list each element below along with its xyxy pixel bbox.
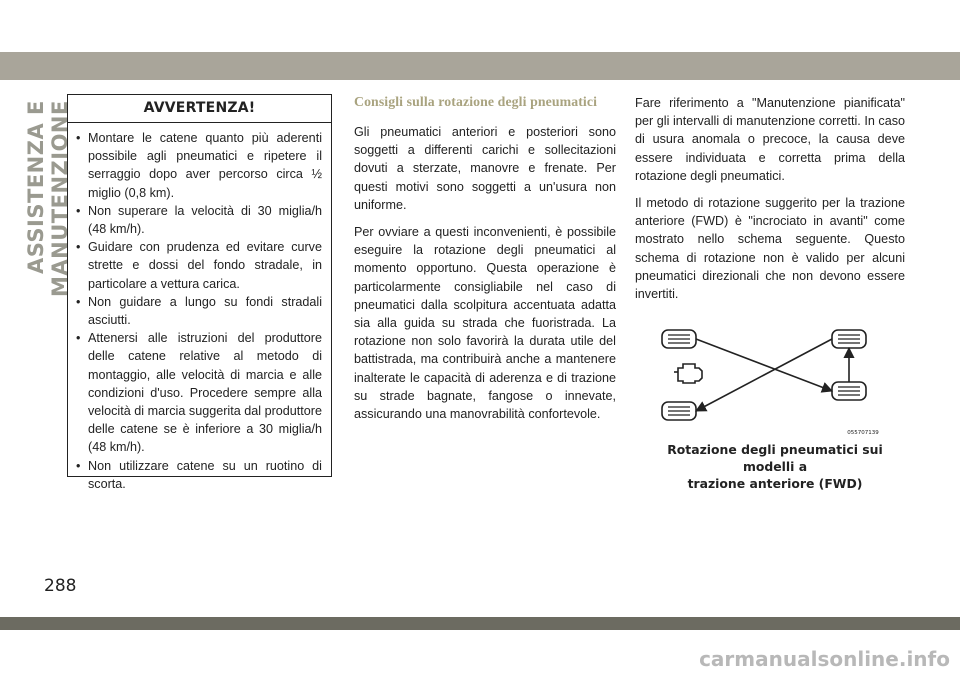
header-bar <box>0 52 960 80</box>
tire-front-right-icon <box>832 330 866 348</box>
rotation-arrow <box>696 339 832 411</box>
paragraph: Fare riferimento a "Manutenzione pianificata" per gli intervalli di manutenzione corretti. In caso di usura anomala o precoce, la causa deve essere individuata e corretta prima della rotazione degli pneumatici. <box>635 96 905 183</box>
caption-line: trazione anteriore (FWD) <box>687 476 863 491</box>
chapter-side-label: ASSISTENZA E MANUTENZIONE <box>24 100 72 297</box>
bullet-icon: • <box>76 203 81 218</box>
warning-box <box>67 94 332 491</box>
bullet-icon: • <box>76 294 81 309</box>
tire-rear-right-icon <box>832 382 866 400</box>
warning-item <box>76 129 322 202</box>
bullet-icon: • <box>76 331 81 346</box>
warning-item-text: Attenersi alle istruzioni del produttore delle catene relative al metodo di montaggio, alle velocità di marcia e alle condizioni d'uso. Procedere sempre alla velocità di marcia suggerita dal produttore delle catene se è inferiore a 30 miglia/h (48 km/h). <box>88 331 322 455</box>
warning-item <box>76 293 322 329</box>
tire-rear-left-icon <box>662 402 696 420</box>
bullet-icon: • <box>76 458 81 473</box>
figure-code: 055707139 <box>847 430 879 436</box>
rotation-arrow <box>696 339 832 391</box>
paragraph: Il metodo di rotazione suggerito per la trazione anteriore (FWD) è "incrociato in avanti" come mostrato nello schema seguente. Questo schema di rotazione non è valido per alcuni pneumatici direzionali che non devono essere invertiti. <box>635 196 905 302</box>
warning-title: AVVERTENZA! <box>68 95 331 123</box>
figure-caption <box>645 441 905 492</box>
page-number: 288 <box>44 576 77 596</box>
warning-item-text: Non superare la velocità di 30 miglia/h (48 km/h). <box>88 203 322 237</box>
warning-item-text: Non guidare a lungo su fondi stradali asciutti. <box>88 294 322 328</box>
caption-line: Rotazione degli pneumatici sui modelli a <box>667 442 883 474</box>
warning-item <box>76 202 322 238</box>
section-heading: Consigli sulla rotazione degli pneumatici <box>354 94 598 109</box>
paragraph: Per ovviare a questi inconvenienti, è possibile eseguire la rotazione degli pneumatici al momento opportuno. Questa operazione è particolarmente consigliabile nel caso di pneumatici dalla scolpitura accentuata adatta sia alla guida su strada che fuoristrada. La rotazione non solo favorirà la durata utile del battistrada, ma contribuirà anche a mantenere inalterate le capacità di aderenza e di trazione su strade bagnate, fangose o innevate, assicurando una manovrabilità confortevole. <box>354 225 616 422</box>
engine-icon <box>674 364 702 383</box>
warning-item-text: Montare le catene quanto più aderenti possibile agli pneumatici e ripetere il serraggio dopo aver percorso circa ½ miglio (0,8 km). <box>88 131 322 200</box>
tire-front-left-icon <box>662 330 696 348</box>
warning-list <box>68 123 331 493</box>
warning-item <box>76 457 322 493</box>
warning-item <box>76 238 322 293</box>
footer-bar <box>0 617 960 630</box>
top-margin <box>0 0 960 24</box>
right-column <box>635 94 905 312</box>
warning-item-text: Guidare con prudenza ed evitare curve strette e dossi del fondo stradale, in particolare a vettura carica. <box>88 240 322 291</box>
middle-column <box>354 94 616 432</box>
warning-item <box>76 329 322 456</box>
tire-rotation-diagram <box>660 326 892 438</box>
watermark: carmanualsonline.info <box>699 647 950 671</box>
bullet-icon: • <box>76 131 81 145</box>
paragraph: Gli pneumatici anteriori e posteriori sono soggetti a differenti carichi e sollecitazioni dovuti a sterzate, manovre e frenate. Per questi motivi sono soggetti a un'usura non uniforme. <box>354 125 616 212</box>
warning-item-text: Non utilizzare catene su un ruotino di scorta. <box>88 458 322 491</box>
bullet-icon: • <box>76 240 81 255</box>
